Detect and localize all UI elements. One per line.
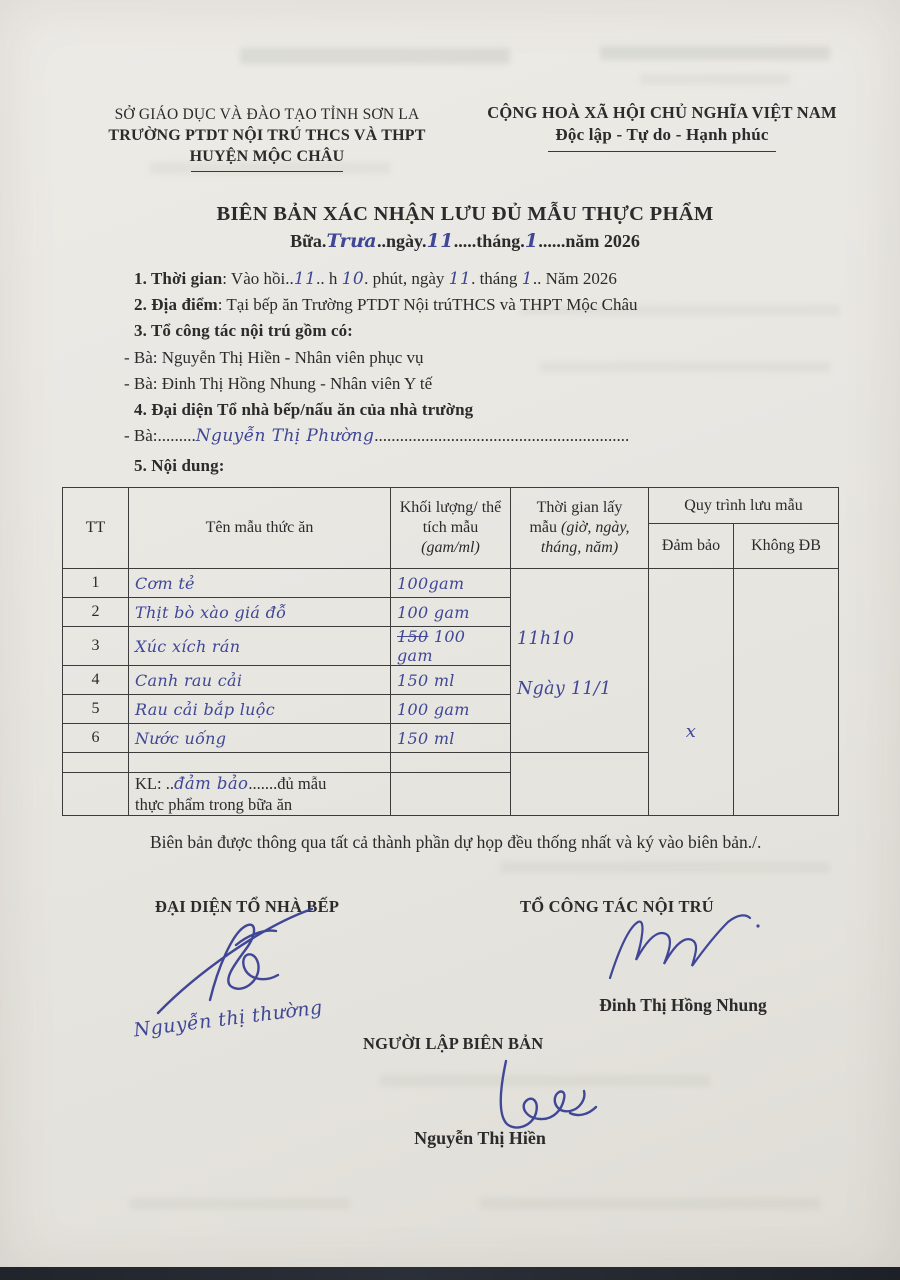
row-index: 2	[63, 598, 129, 627]
time-empty-cell	[511, 753, 649, 816]
clause-label: 4. Đại diện Tổ nhà bếp/nấu ăn của nhà trường	[134, 400, 474, 420]
duty-team-title: TỔ CÔNG TÁC NỘI TRÚ	[520, 897, 714, 916]
clause-label: 5. Nội dung:	[134, 456, 225, 476]
handwritten-day: 11	[426, 230, 454, 252]
clause-time	[124, 266, 844, 292]
handwritten-time: 11h10	[517, 628, 575, 649]
clause-text: . tháng	[471, 269, 522, 288]
sample-amount-handwritten: 150 ml	[391, 724, 511, 753]
clause-kitchen-rep	[124, 397, 844, 423]
header-text: mẫu	[529, 519, 561, 536]
col-header-process: Quy trình lưu mẫu	[649, 488, 839, 524]
handwritten-date: Ngày 11/1	[517, 678, 612, 699]
conclusion-cell	[129, 773, 391, 816]
meal-date-line	[30, 230, 900, 252]
clause-label: 1. Thời gian	[134, 269, 223, 288]
conclusion-line-2: thực phẩm trong bữa ăn	[135, 795, 293, 814]
struck-amount: 150	[397, 627, 429, 646]
motto-divider	[548, 151, 776, 152]
team-member-1: - Bà: Nguyễn Thị Hiền - Nhân viên phục vụ	[124, 347, 424, 367]
record-maker-title: NGƯỜI LẬP BIÊN BẢN	[363, 1034, 544, 1053]
team-member-2: - Bà: Đinh Thị Hồng Nhung - Nhân viên Y tế	[124, 373, 433, 393]
empty-cell	[129, 753, 391, 773]
header-text: Thời gian lấy	[536, 499, 623, 516]
national-title: CỘNG HOÀ XÃ HỘI CHỦ NGHĨA VIỆT NAM	[487, 103, 837, 122]
row-index: 5	[63, 695, 129, 724]
kitchen-rep-title: ĐẠI DIỆN TỔ NHÀ BẾP	[155, 897, 340, 916]
empty-cell	[391, 773, 511, 816]
row-index: 1	[63, 569, 129, 598]
subtitle-text: ..ngày.	[376, 231, 427, 251]
letterhead-divider	[191, 171, 343, 172]
handwritten-hour: 11	[293, 269, 317, 289]
handwritten-rep-name: Nguyễn Thị Phường	[195, 426, 375, 447]
agency-school: TRƯỜNG PTDT NỘI TRÚ THCS VÀ THPT	[108, 127, 426, 144]
clause-label: 2. Địa điểm	[134, 295, 218, 315]
kl-text: .......đủ mẫu	[248, 774, 327, 793]
subtitle-text: ......năm 2026	[538, 231, 640, 251]
bleedthrough-smudge	[600, 46, 830, 60]
dot-leader: ............................................................	[374, 426, 630, 446]
sample-amount-handwritten: 100 gam	[391, 695, 511, 724]
bleedthrough-smudge	[480, 1198, 820, 1209]
bleedthrough-smudge	[240, 48, 510, 64]
clause-text: : Vào hồi..	[222, 269, 294, 288]
time-taken-cell	[511, 569, 649, 753]
empty-cell	[63, 753, 129, 773]
row-index: 4	[63, 666, 129, 695]
handwritten-month: 1	[521, 269, 533, 289]
handwritten-conclusion: đảm bảo	[173, 774, 249, 793]
empty-cell	[63, 773, 129, 816]
kl-text: KL: ..	[135, 774, 174, 793]
sample-name-handwritten: Cơm tẻ	[129, 569, 391, 598]
clause-text: .. h	[316, 269, 342, 288]
amount-text: 100 gam	[397, 627, 466, 665]
process-not-ok-cell	[734, 569, 839, 816]
printed-name-nhung: Đinh Thị Hồng Nhung	[599, 995, 767, 1015]
empty-cell	[391, 753, 511, 773]
clause-list	[124, 266, 844, 480]
photo-bottom-edge	[0, 1267, 900, 1280]
food-sample-table	[62, 487, 839, 816]
clause-location	[124, 292, 844, 318]
col-header-tt: TT	[63, 488, 129, 569]
agency-department: SỞ GIÁO DỤC VÀ ĐÀO TẠO TỈNH SƠN LA	[114, 106, 420, 123]
table-header-row	[63, 488, 839, 524]
sample-amount-handwritten: 100gam	[391, 569, 511, 598]
bleedthrough-smudge	[640, 74, 790, 85]
conclusion-line-1	[135, 773, 384, 794]
printed-name-hien: Nguyễn Thị Hiền	[414, 1128, 546, 1148]
table-row	[63, 569, 839, 598]
kitchen-rep-line	[124, 423, 844, 449]
bleedthrough-smudge	[130, 1198, 350, 1209]
row-index: 3	[63, 627, 129, 666]
signature-nhung	[598, 908, 768, 988]
row-index: 6	[63, 724, 129, 753]
sample-name-handwritten: Nước uống	[129, 724, 391, 753]
national-motto: Độc lập - Tự do - Hạnh phúc	[555, 125, 769, 144]
clause-text: . phút, ngày	[364, 269, 449, 288]
sample-name-handwritten: Xúc xích rán	[129, 627, 391, 666]
header-text: Khối lượng/ thể	[399, 499, 502, 516]
national-motto-block	[460, 102, 864, 152]
sample-name-handwritten: Thịt bò xào giá đỗ	[129, 598, 391, 627]
sample-name-handwritten: Canh rau cải	[129, 666, 391, 695]
process-ok-cell	[649, 569, 734, 816]
clause-text: - Bà:.........	[124, 426, 196, 446]
agency-district: HUYỆN MỘC CHÂU	[189, 148, 345, 165]
handwritten-minute: 10	[341, 269, 365, 289]
col-header-amount	[391, 488, 511, 569]
handwritten-check-mark: x	[685, 720, 697, 742]
handwritten-month: 1	[524, 230, 539, 252]
clause-text: .. Năm 2026	[532, 269, 617, 288]
issuing-agency-block	[68, 104, 466, 172]
header-text-italic: tháng, năm)	[540, 539, 619, 556]
col-header-not-ok: Không ĐB	[734, 524, 839, 569]
handwritten-day: 11	[448, 269, 472, 289]
clause-team	[124, 318, 844, 344]
subtitle-text: .....tháng.	[453, 231, 525, 251]
sample-name-handwritten: Rau cải bắp luộc	[129, 695, 391, 724]
handwritten-meal: Trưa	[326, 230, 377, 252]
clause-label: 3. Tổ công tác nội trú gồm có:	[134, 321, 353, 341]
subtitle-text: Bữa.	[290, 231, 327, 251]
sample-amount-handwritten: 100 gam	[391, 598, 511, 627]
bleedthrough-smudge	[500, 862, 830, 873]
handwritten-name-kitchen-rep: Nguyễn thị thường	[132, 996, 324, 1042]
clause-text: : Tại bếp ăn Trường PTDT Nội trúTHCS và THPT Mộc Châu	[217, 295, 638, 315]
col-header-name: Tên mẫu thức ăn	[129, 488, 391, 569]
document-title: BIÊN BẢN XÁC NHẬN LƯU ĐỦ MẪU THỰC PHẨM	[216, 203, 714, 225]
col-header-ok: Đảm bảo	[649, 524, 734, 569]
col-header-time	[511, 488, 649, 569]
header-text-italic: (gam/ml)	[421, 539, 480, 556]
header-text-italic: (giờ, ngày,	[561, 519, 630, 536]
header-text: tích mẫu	[422, 519, 479, 536]
sample-amount-handwritten: 150 ml	[391, 666, 511, 695]
closing-paragraph: Biên bản được thông qua tất cả thành phần dự họp đều thống nhất và ký vào biên bản./.	[150, 832, 762, 852]
clause-content	[124, 453, 844, 479]
sample-amount-handwritten	[391, 627, 511, 666]
